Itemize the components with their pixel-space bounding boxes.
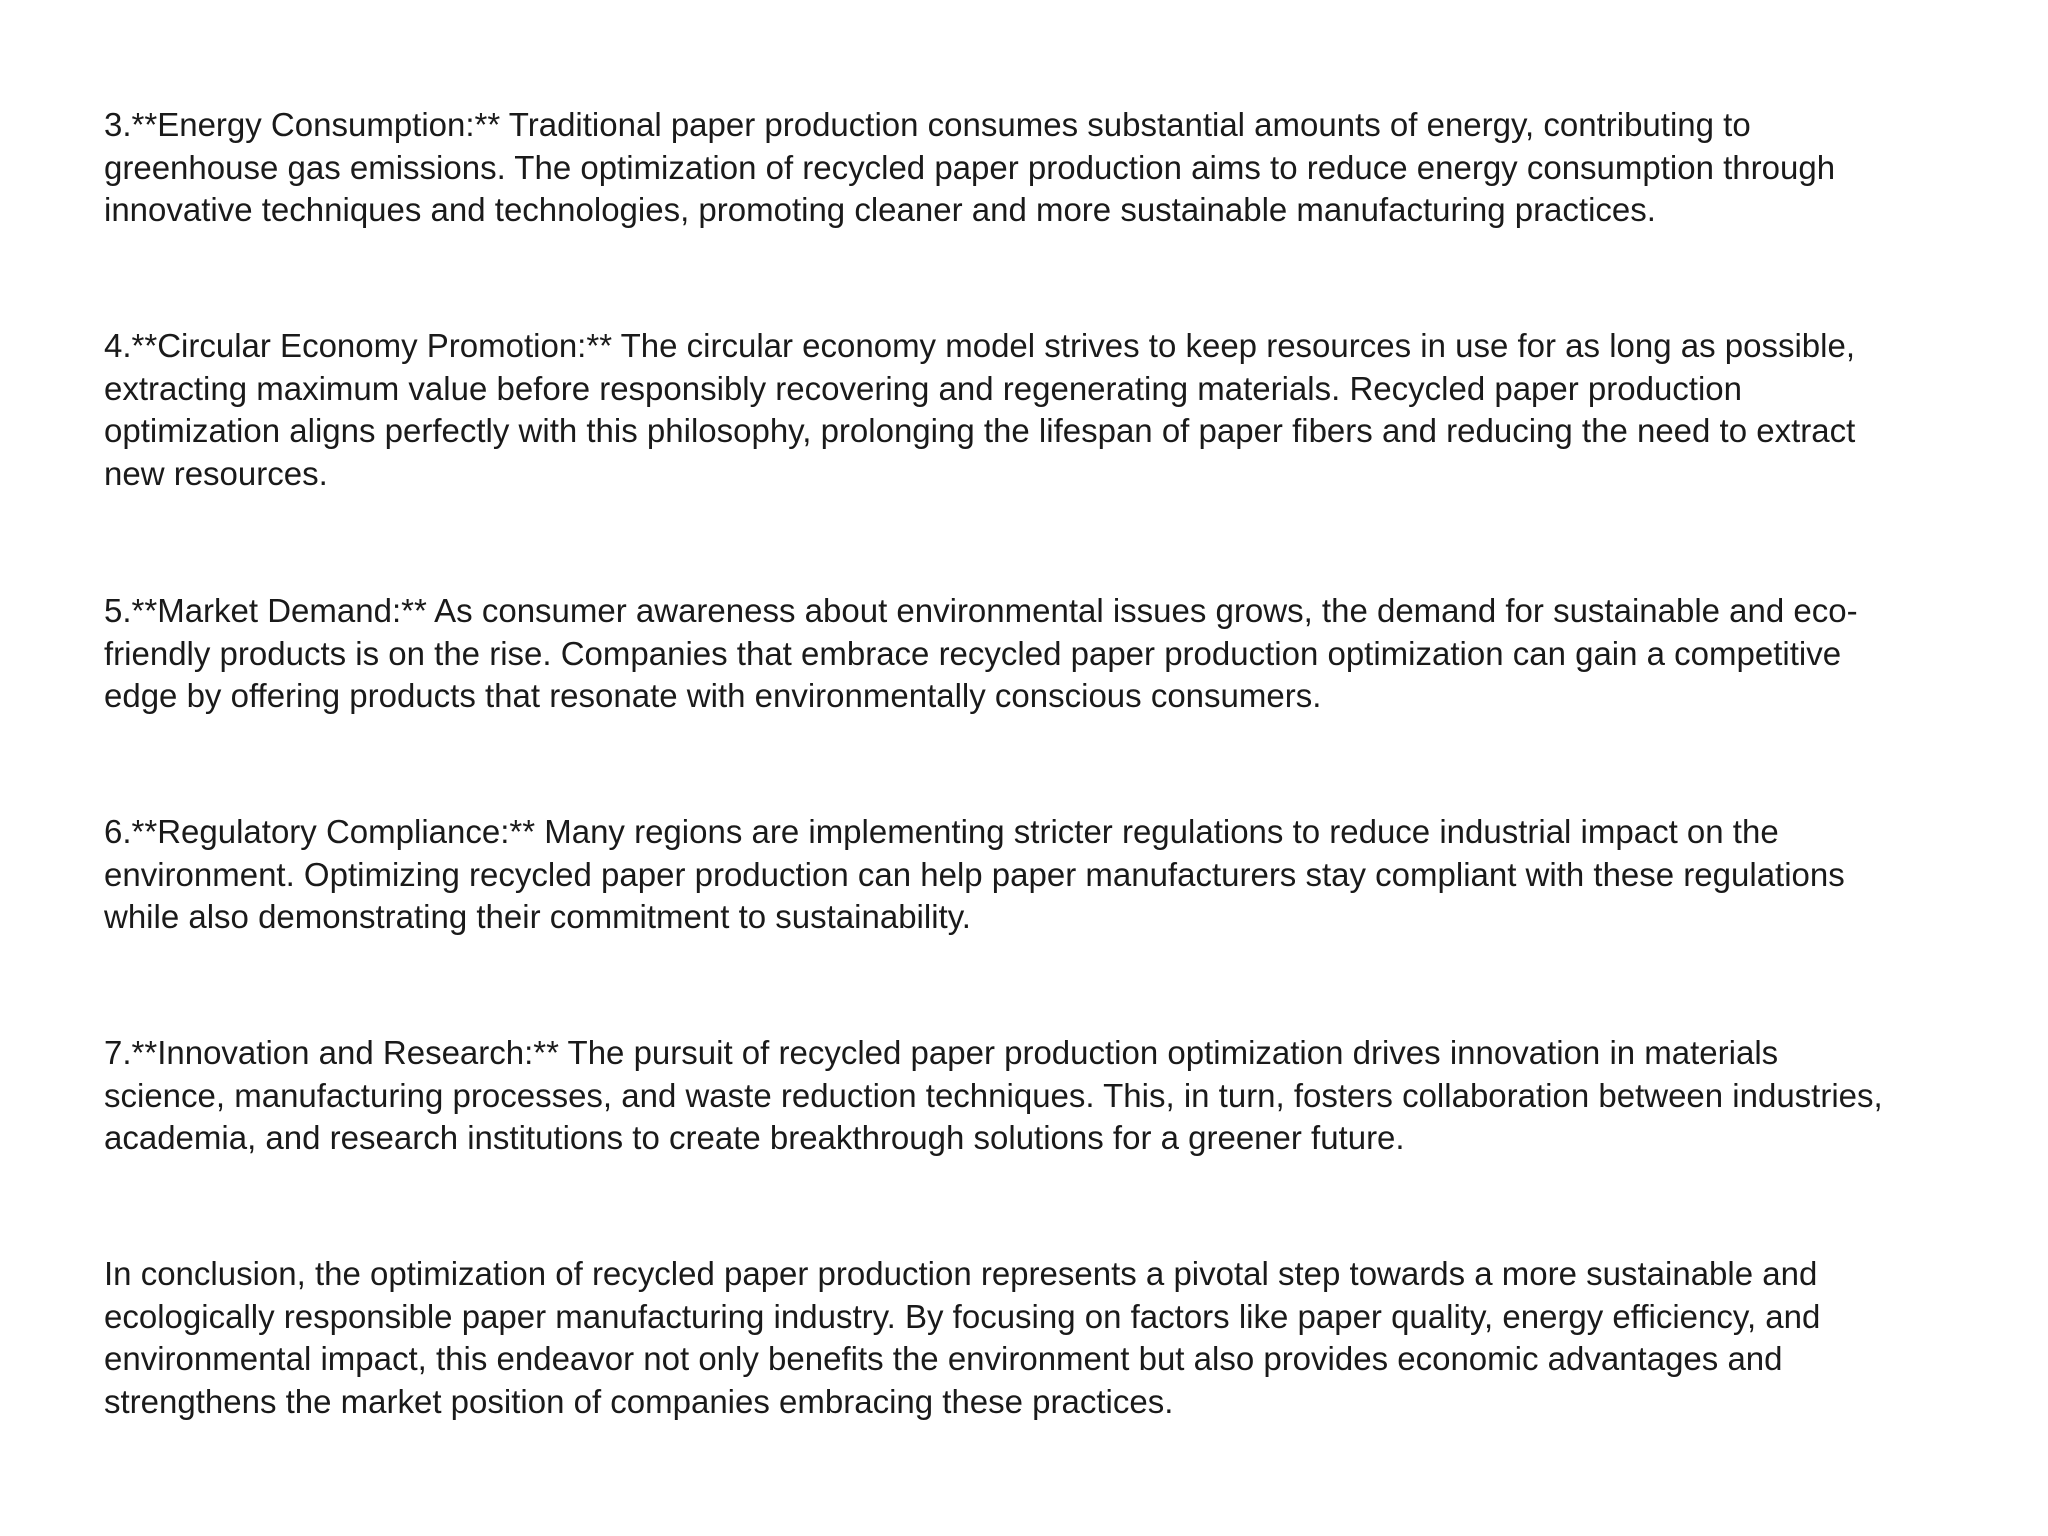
paragraph-market-demand: 5.**Market Demand:** As consumer awareness about environmental issues grows, the demand for sustainable and eco- friendly products is on the rise. Companies that embrace recycled paper production optimization can gain a competitive edge by offering products that resonate with environmentally conscious consumers.: [104, 592, 1858, 714]
paragraph-innovation-research: 7.**Innovation and Research:** The pursuit of recycled paper production optimization drives innovation in materials science, manufacturing processes, and waste reduction techniques. This, in turn, fosters collaboration between industries, academia, and research institutions to create breakthrough solutions for a greener future.: [104, 1034, 1883, 1156]
paragraph-conclusion: In conclusion, the optimization of recycled paper production represents a pivotal step towards a more sustainable and ecologically responsible paper manufacturing industry. By focusing on factors like paper quality, energy efficiency, and environmental impact, this endeavor not only benefits the environment but also provides economic advantages and strengthens the market position of companies embracing these practices.: [104, 1255, 1821, 1420]
paragraph-circular-economy: 4.**Circular Economy Promotion:** The circular economy model strives to keep resources in use for as long as possible, extracting maximum value before responsibly recovering and regenerating materials. Recycled paper production optimization aligns perfectly with this philosophy, prolonging the lifespan of paper fibers and reducing the need to extract new resources.: [104, 327, 1856, 492]
paragraph-energy-consumption: 3.**Energy Consumption:** Traditional paper production consumes substantial amounts of energy, contributing to greenhouse gas emissions. The optimization of recycled paper production aims to reduce energy consumption through innovative techniques and technologies, promoting cleaner and more sustainable manufacturing practices.: [104, 106, 1836, 228]
paragraph-regulatory-compliance: 6.**Regulatory Compliance:** Many regions are implementing stricter regulations to reduce industrial impact on the environment. Optimizing recycled paper production can help paper manufacturers stay compliant with these regulations while also demonstrating their commitment to sustainability.: [104, 813, 1845, 935]
